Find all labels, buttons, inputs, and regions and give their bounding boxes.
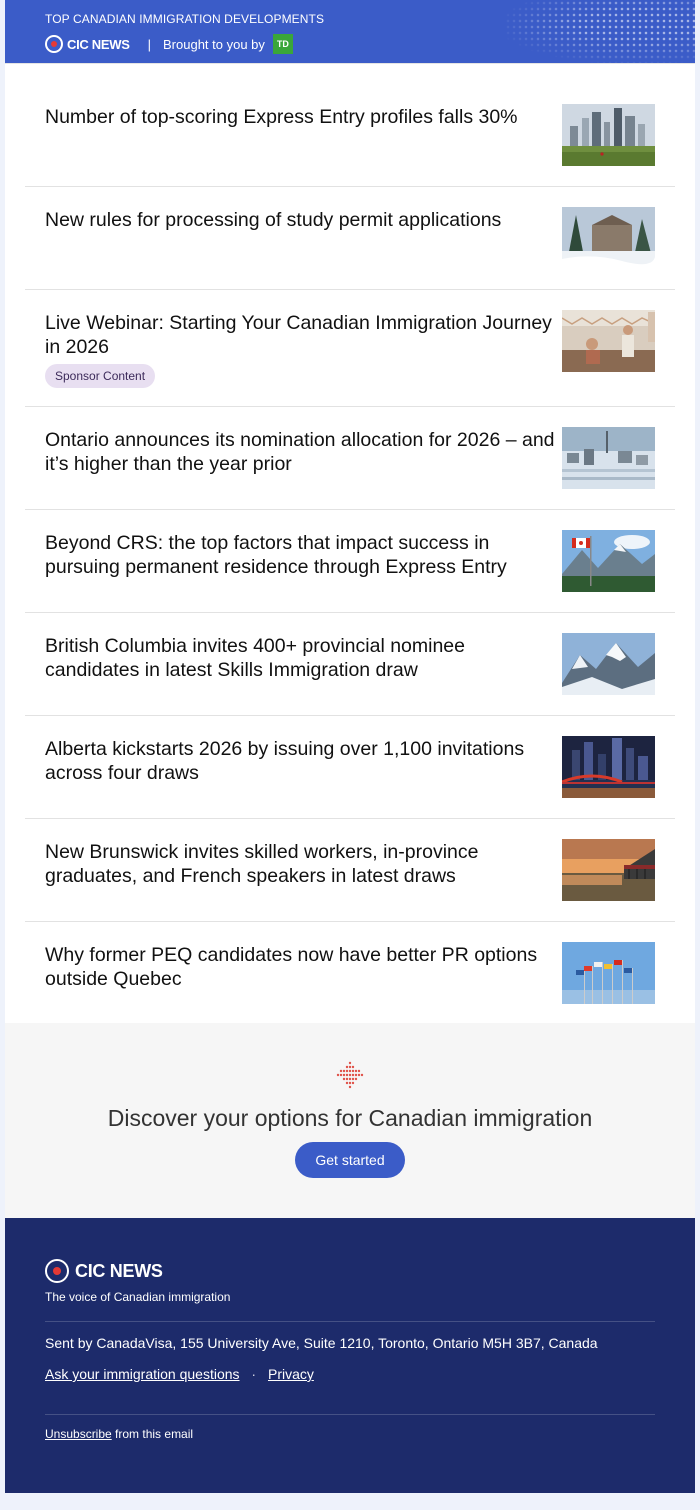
- article-list: [5, 63, 695, 1023]
- article-title[interactable]: Ontario announces its nomination allocation for 2026 – and it’s higher than the year prior: [45, 429, 555, 475]
- banner-brand-row: [45, 34, 293, 54]
- get-started-button[interactable]: Get started: [295, 1142, 405, 1178]
- night-city-bridge-photo[interactable]: [562, 736, 655, 798]
- article-title[interactable]: New Brunswick invites skilled workers, in-province graduates, and French speakers in latest draws: [45, 841, 479, 887]
- footer-logo[interactable]: [45, 1259, 163, 1283]
- article-item[interactable]: [25, 510, 675, 613]
- dot-map-decoration: [505, 0, 695, 63]
- sunset-bridge-photo[interactable]: [562, 839, 655, 901]
- article-item[interactable]: [25, 922, 675, 1023]
- city-skyline-photo[interactable]: [562, 104, 655, 166]
- privacy-link[interactable]: Privacy: [267, 1366, 314, 1382]
- cic-logo-text[interactable]: CIC NEWS: [67, 36, 130, 52]
- email-container: [5, 0, 695, 1493]
- article-title[interactable]: New rules for processing of study permit applications: [45, 209, 502, 231]
- footer-links: [45, 1366, 314, 1382]
- article-item[interactable]: [25, 407, 675, 510]
- footer-tagline: The voice of Canadian immigration: [45, 1290, 231, 1304]
- footer: [5, 1218, 695, 1493]
- unsubscribe-link[interactable]: Unsubscribe: [45, 1427, 112, 1441]
- article-item[interactable]: [25, 716, 675, 819]
- article-title[interactable]: British Columbia invites 400+ provincial nominee candidates in latest Skills Immigration draw: [45, 635, 466, 681]
- discover-section: [5, 1023, 695, 1218]
- canada-flag-mountains-photo[interactable]: [562, 530, 655, 592]
- flags-sky-photo[interactable]: [562, 942, 655, 1004]
- cic-logo-icon: [45, 35, 63, 53]
- article-title[interactable]: Live Webinar: Starting Your Canadian Immigration Journey in 2026: [45, 312, 552, 358]
- sponsor-content-badge: Sponsor Content: [45, 364, 155, 388]
- article-title[interactable]: Why former PEQ candidates now have better PR options outside Quebec: [45, 944, 538, 990]
- article-item[interactable]: [25, 84, 675, 187]
- article-item[interactable]: [25, 290, 675, 407]
- maple-leaf-icon: [335, 1061, 365, 1091]
- ask-questions-link[interactable]: Ask your immigration questions: [45, 1366, 240, 1382]
- article-item[interactable]: [25, 187, 675, 290]
- footer-divider: [45, 1414, 655, 1415]
- unsubscribe-line: [45, 1427, 193, 1441]
- td-logo-icon[interactable]: TD: [273, 34, 293, 54]
- snowy-campus-photo[interactable]: [562, 207, 655, 269]
- sender-address: Sent by CanadaVisa, 155 University Ave, Suite 1210, Toronto, Ontario M5H 3B7, Canada: [45, 1335, 598, 1351]
- brought-to-you-text: Brought to you by: [163, 36, 265, 52]
- footer-logo-text: CIC NEWS: [75, 1260, 163, 1281]
- unsubscribe-rest: from this email: [115, 1427, 194, 1441]
- article-title[interactable]: Beyond CRS: the top factors that impact success in pursuing permanent residence through Express Entry: [45, 532, 507, 578]
- header-banner: [5, 0, 695, 63]
- banner-title: TOP CANADIAN IMMIGRATION DEVELOPMENTS: [45, 12, 325, 26]
- footer-divider: [45, 1321, 655, 1322]
- cic-logo-icon: [45, 1259, 69, 1283]
- link-separator: ·: [251, 1366, 257, 1382]
- article-title[interactable]: Alberta kickstarts 2026 by issuing over 1,100 invitations across four draws: [45, 738, 525, 784]
- family-living-room-photo[interactable]: [562, 310, 655, 372]
- winter-city-photo[interactable]: [562, 427, 655, 489]
- article-item[interactable]: [25, 819, 675, 922]
- snowy-mountains-photo[interactable]: [562, 633, 655, 695]
- banner-separator: |: [147, 36, 151, 52]
- discover-title: Discover your options for Canadian immigration: [107, 1105, 593, 1131]
- article-item[interactable]: [25, 613, 675, 716]
- article-title[interactable]: Number of top-scoring Express Entry profiles falls 30%: [45, 106, 518, 128]
